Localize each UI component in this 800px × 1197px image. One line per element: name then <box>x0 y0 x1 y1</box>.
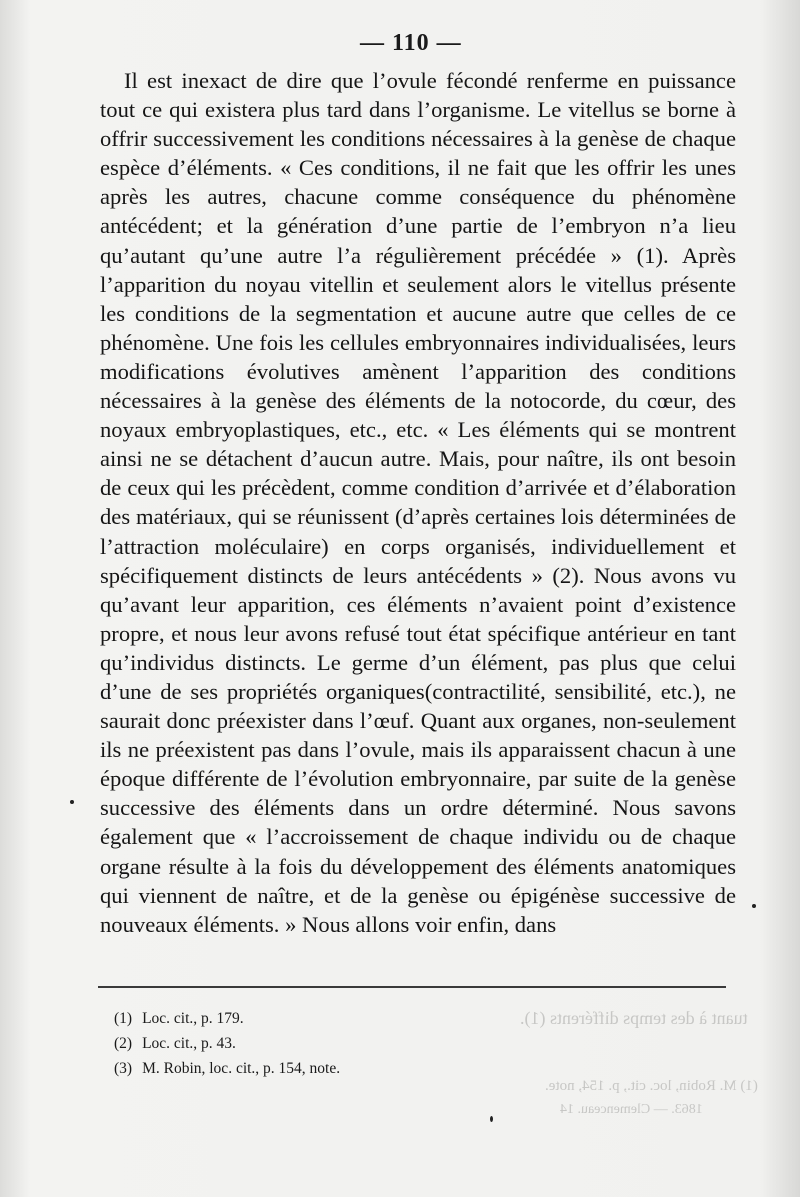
footnote-1-marker: (1) <box>114 1010 133 1027</box>
bleed-through-text-3: 1863. — Clemenceau. 14 <box>560 1102 703 1117</box>
bleed-through-text-2: (1) M. Robin, loc. cit., p. 154, note. <box>545 1078 758 1094</box>
page-number: — 110 — <box>360 30 462 56</box>
main-paragraph: Il est inexact de dire que l’ovule fécondé renferme en puissance tout ce qui existera plus tard dans l’organisme. Le vitellus se borne à offrir successivement les conditions nécessaires à la genèse de chaque espèce d’éléments. « Ces conditions, il ne fait que les offrir les unes après les autres, chacune comme conséquence du phénomène antécédent; et la génération d’une partie de l’embryon n’a lieu qu’autant qu’une autre l’a régulièrement précédée » (1). Après l’apparition du noyau vitellin et seulement alors le vitellus présente les conditions de la segmentation et aucune autre que celles de ce phénomène. Une fois les cellules embryonnaires individualisées, leurs modifications évolutives amènent l’apparition des conditions nécessaires à la genèse des éléments de la notocorde, du cœur, des noyaux embryoplastiques, etc., etc. « Les éléments qui se montrent ainsi ne se détachent d’aucun autre. Mais, pour naître, ils ont besoin de ceux qui les précèdent, comme condition d’arrivée et d’élaboration des matériaux, qui se réunissent (d’après certaines lois déterminées de l’attraction moléculaire) en corps organisés, individuellement et spécifiquement distincts de leurs antécédents » (2). Nous avons vu qu’avant leur apparition, ces éléments n’avaient point d’existence propre, et nous leur avons refusé tout état spécifique antérieur en tant qu’individus distincts. Le germe d’un élément, pas plus que celui d’une de ses propriétés organiques(contractilité, sensibilité, etc.), ne saurait donc préexister dans l’œuf. Quant aux organes, non-seulement ils ne préexistent pas dans l’ovule, mais ils apparaissent chacun à une époque différente de l’évolution embryonnaire, par suite de la genèse successive des éléments dans un ordre déterminé. Nous savons également que « l’accroissement de chaque individu ou de chaque organe résulte à la fois du développement des éléments anatomiques qui viennent de naître, et de la genèse ou épigénèse successive de nouveaux éléments. » Nous allons voir enfin, dans <box>100 68 736 937</box>
footnote-1-text: Loc. cit., p. 179. <box>142 1010 244 1027</box>
bleed-through-text-1: tuant à des temps différents (1). <box>520 1008 748 1028</box>
footnote-3-text: M. Robin, loc. cit., p. 154, note. <box>142 1060 341 1077</box>
body-text <box>100 66 736 939</box>
ink-speck <box>490 1116 493 1122</box>
footnote-3-marker: (3) <box>114 1060 133 1077</box>
footnote-2 <box>114 1035 714 1052</box>
ink-speck <box>752 904 756 908</box>
footnote-2-marker: (2) <box>114 1035 133 1052</box>
footnote-separator-rule <box>98 986 726 988</box>
footnote-3 <box>114 1060 714 1077</box>
ink-speck <box>70 800 74 804</box>
footnote-2-text: Loc. cit., p. 43. <box>142 1035 236 1052</box>
